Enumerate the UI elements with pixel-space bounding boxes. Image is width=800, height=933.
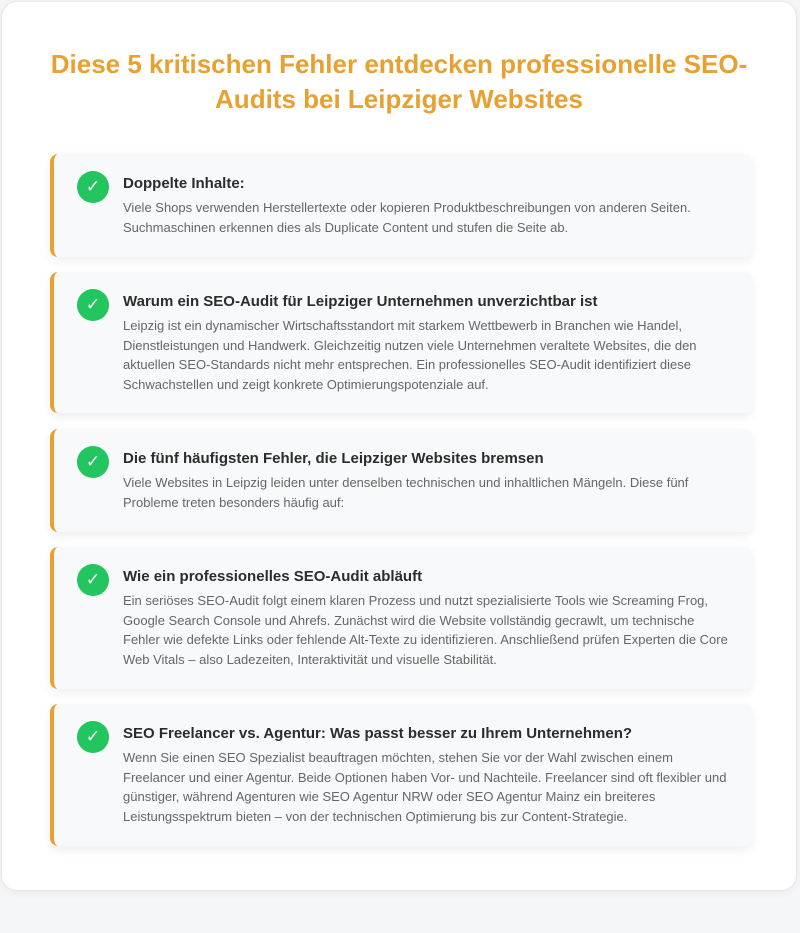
item-heading: SEO Freelancer vs. Agentur: Was passt besser zu Ihrem Unternehmen? — [123, 725, 633, 742]
list-item-duplicate-content — [50, 154, 752, 257]
list-item-audit-process — [50, 547, 752, 689]
item-heading: Wie ein professionelles SEO-Audit abläuft — [123, 568, 423, 585]
list-item-freelancer-vs-agency — [50, 704, 752, 846]
item-heading: Doppelte Inhalte: — [123, 175, 245, 192]
item-text: Leipzig ist ein dynamischer Wirtschaftsstandort mit starkem Wettbewerb in Branchen wie Handel, Dienstleistungen und Handwerk. Gleichzeitig nutzen viele Unternehmen veraltete Websites, die den aktuellen SEO-Standards nicht mehr entsprechen. Ein professionelles SEO-Audit identifiziert diese Schwachstellen und zeigt konkrete Optimierungspotenziale auf. — [123, 318, 697, 392]
item-heading: Warum ein SEO-Audit für Leipziger Unternehmen unverzichtbar ist — [123, 293, 598, 310]
check-icon: ✓ — [77, 446, 109, 478]
check-icon: ✓ — [77, 171, 109, 203]
item-heading: Die fünf häufigsten Fehler, die Leipziger Websites bremsen — [123, 450, 544, 467]
item-text: Viele Websites in Leipzig leiden unter denselben technischen und inhaltlichen Mängeln. Diese fünf Probleme treten besonders häufig auf: — [123, 475, 689, 510]
page-title: Diese 5 kritischen Fehler entdecken professionelle SEO-Audits bei Leipziger Websites — [50, 49, 748, 114]
check-icon: ✓ — [77, 289, 109, 321]
content-card — [1, 1, 797, 891]
check-icon: ✓ — [77, 721, 109, 753]
item-text: Viele Shops verwenden Herstellertexte oder kopieren Produktbeschreibungen von anderen Seiten. Suchmaschinen erkennen dies als Duplicate Content und stufen die Seite ab. — [123, 200, 691, 235]
item-text: Ein seriöses SEO-Audit folgt einem klaren Prozess und nutzt spezialisierte Tools wie Screaming Frog, Google Search Console und Ahrefs. Zunächst wird die Website vollständig gecrawlt, um technische Fehler wie defekte Links oder fehlende Alt-Texte zu identifizieren. Anschließend prüfen Experten die Core Web Vitals – also Ladezeiten, Interaktivität und visuelle Stabilität. — [123, 593, 728, 667]
list-item-why-audit — [50, 272, 752, 413]
list-item-common-errors — [50, 429, 752, 532]
check-icon: ✓ — [77, 564, 109, 596]
item-text: Wenn Sie einen SEO Spezialist beauftragen möchten, stehen Sie vor der Wahl zwischen einem Freelancer und einer Agentur. Beide Optionen haben Vor- und Nachteile. Freelancer sind oft flexibler und günstiger, während Agenturen wie SEO Agentur NRW oder SEO Agentur Mainz ein breiteres Leistungsspektrum bieten – von der technischen Optimierung bis zur Content-Strategie. — [123, 750, 727, 824]
